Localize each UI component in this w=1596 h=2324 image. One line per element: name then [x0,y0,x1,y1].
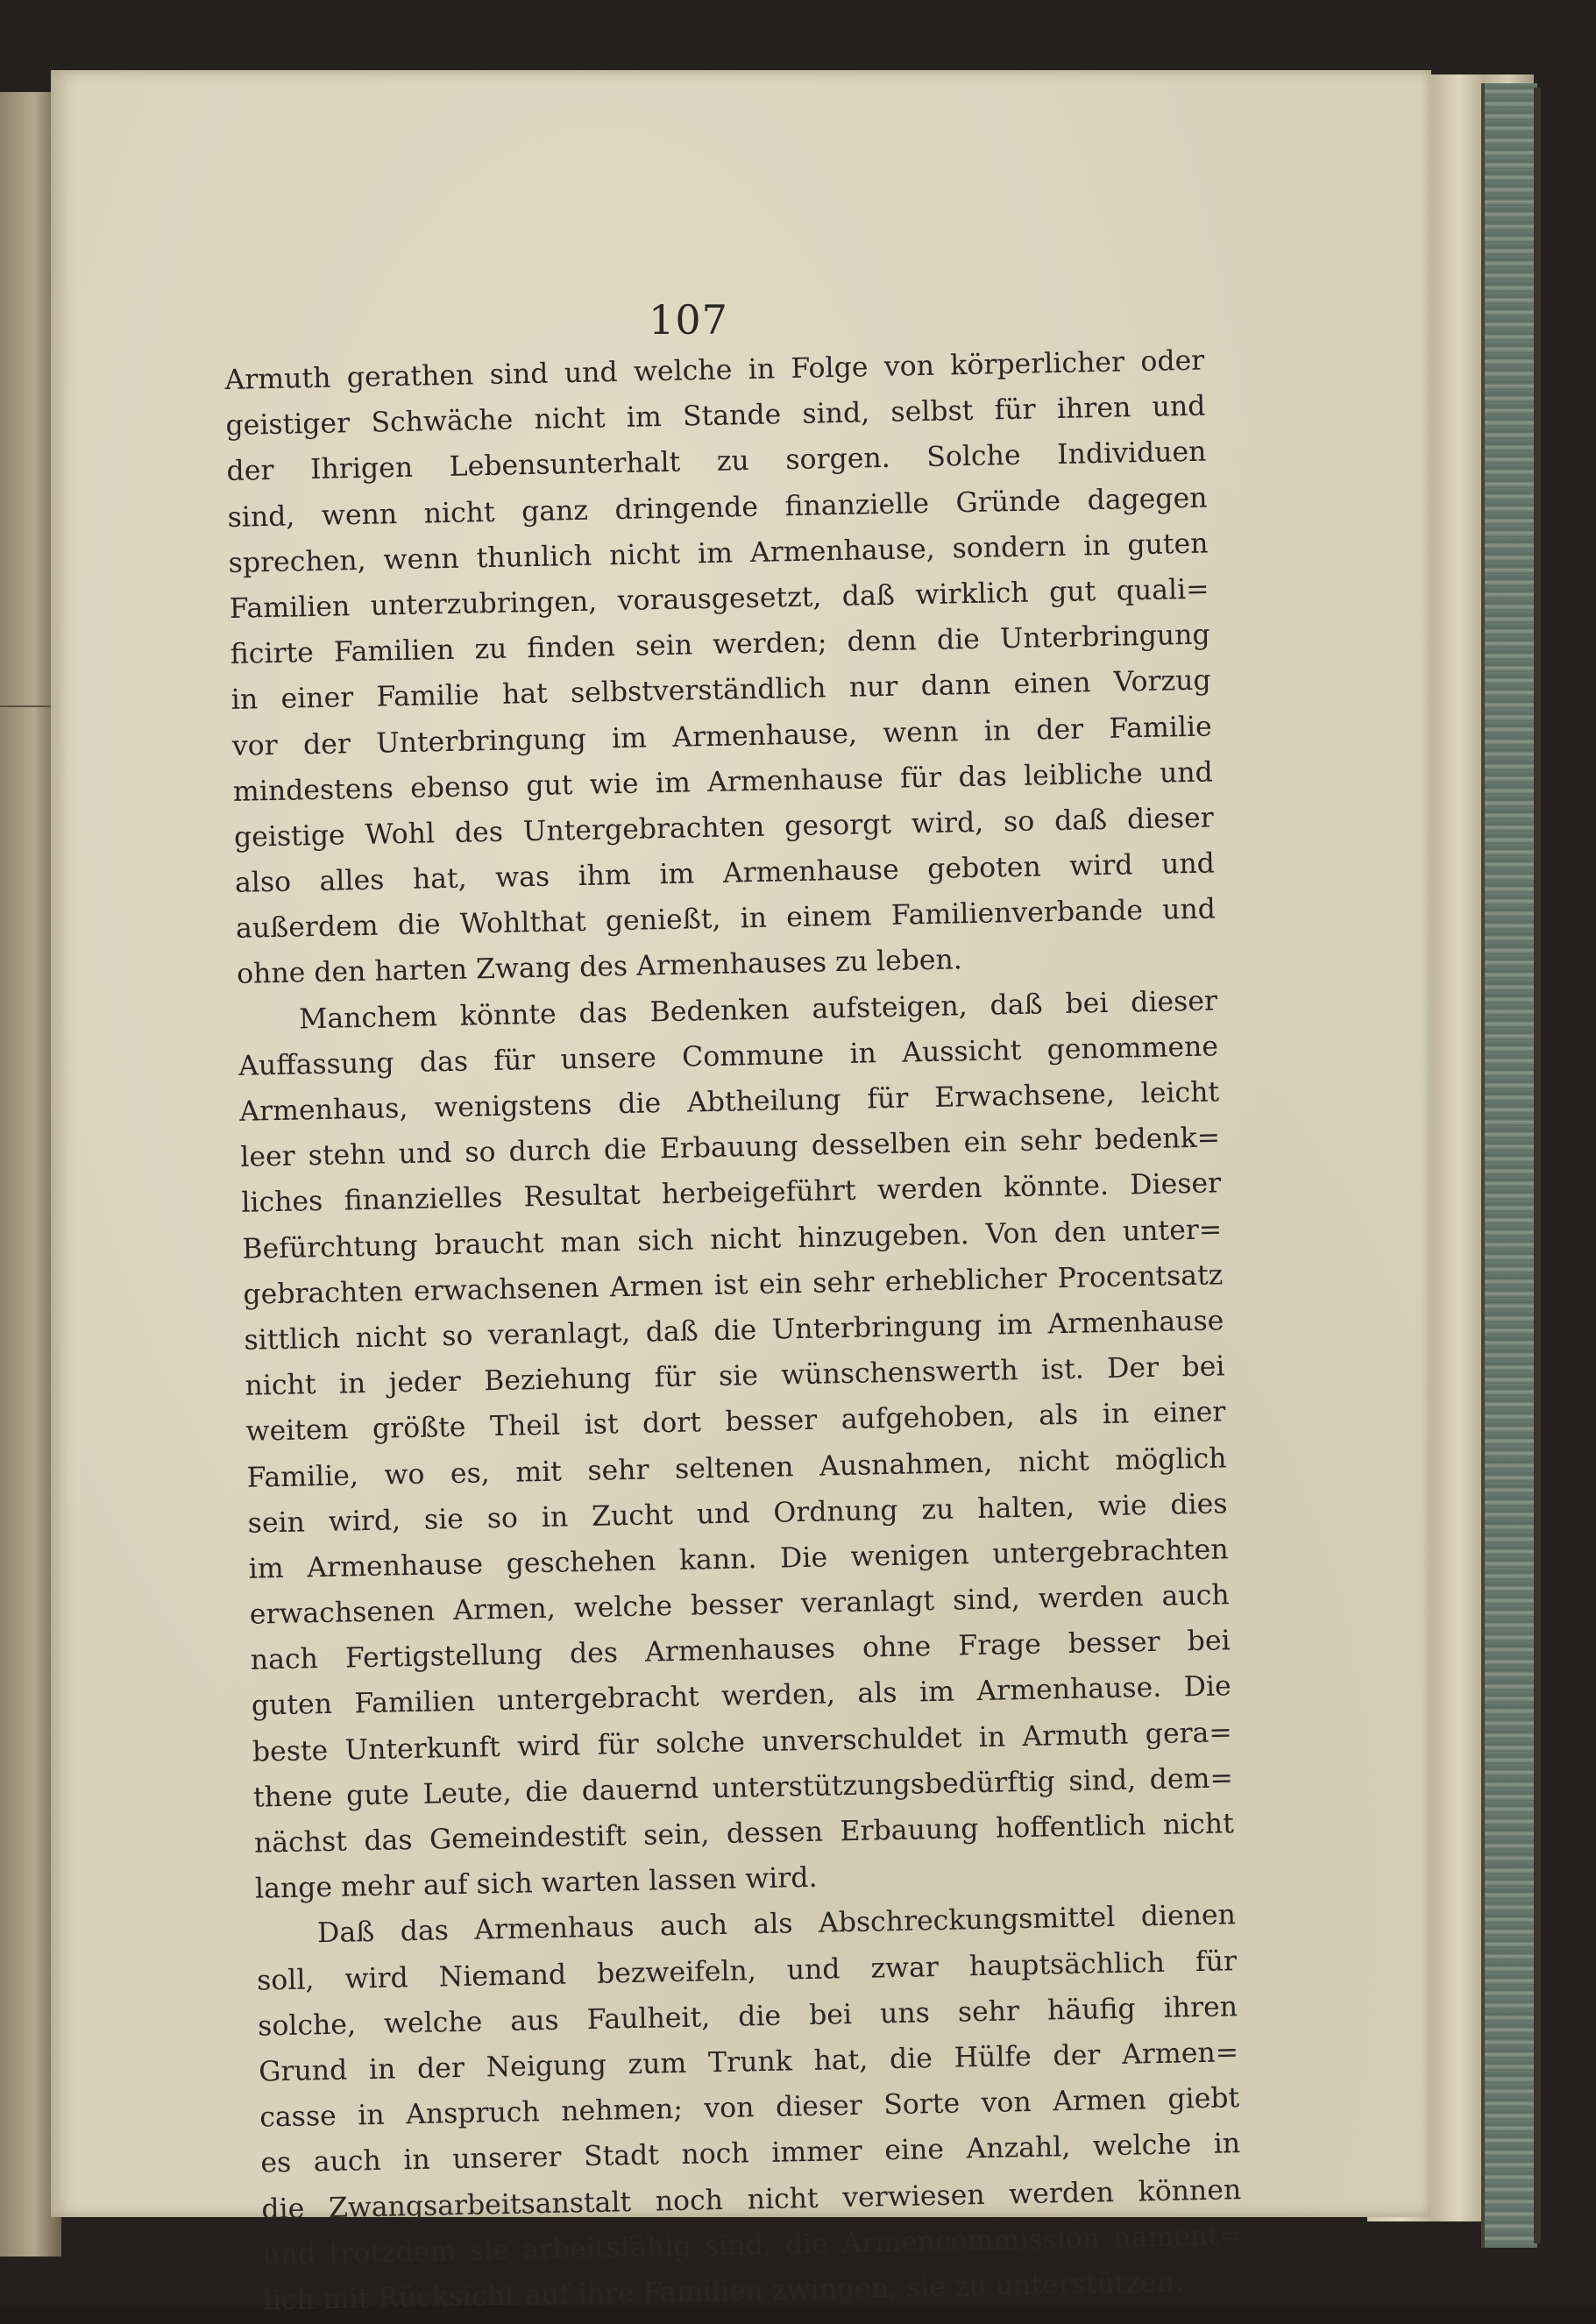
text-line: in einer Familie hat selbstverständlich nur dann einen Vorzug [231,664,1211,717]
text-line: es auch in unserer Stadt noch immer eine Anzahl, welche in [260,2128,1241,2179]
cover-shadow [1534,88,1541,2243]
text-line: thene gute Leute, die dauernd unterstützungsbedürftig sind, dem= [252,1762,1234,1814]
text-line: casse in Anspruch nehmen; von dieser Sorte von Armen giebt [259,2082,1240,2134]
text-line: solche, welche aus Faulheit, die bei uns sehr häufig ihren [257,1990,1238,2043]
text-line: Auffassung das für unsere Commune in Aussicht genommene [238,1031,1219,1082]
book-page [51,70,1431,2317]
text-line: nächst das Gemeindestift sein, dessen Erbauung hoffentlich nicht [253,1808,1235,1860]
text-line: liches finanzielles Resultat herbeigeführt werden könnte. Dieser [241,1167,1222,1220]
text-line: außerdem die Wohlthat genießt, in einem Familienverbande und [235,893,1217,946]
text-line: im Armenhause geschehen kann. Die wenigen untergebrachten [248,1534,1229,1585]
text-line: Familien unterzubringen, vorausgesetzt, daß wirklich gut quali= [229,573,1209,625]
text-line: Manchem könnte das Bedenken aufsteigen, daß bei dieser [298,985,1218,1036]
text-line: ficirte Familien zu finden sein werden; denn die Unterbringung [230,619,1210,671]
text-line: sein wird, sie so in Zucht und Ordnung zu halten, wie dies [247,1487,1228,1540]
text-line: nicht in jeder Beziehung für sie wünschenswerth ist. Der bei [245,1350,1225,1402]
text-line: erwachsenen Armen, welche besser veranlagt sind, werden auch [249,1579,1230,1631]
text-line: Armenhaus, wenigstens die Abtheilung für Erwachsene, leicht [238,1076,1220,1128]
text-line: Armuth gerathen sind und welche in Folge von körperlicher oder [224,344,1205,396]
text-line: sittlich nicht so veranlagt, daß die Unterbringung im Armenhause [244,1305,1224,1357]
text-line: sprechen, wenn thunlich nicht im Armenhause, sondern in guten [228,528,1209,579]
body-text [224,338,1244,2324]
text-line: Daß das Armenhaus auch als Abschreckungsmittel dienen [316,1899,1237,1950]
text-line: gebrachten erwachsenen Armen ist ein sehr erheblicher Procentsatz [243,1259,1224,1311]
text-line: leer stehn und so durch die Erbauung desselben ein sehr bedenk= [239,1122,1221,1173]
text-line: beste Unterkunft wird für solche unverschuldet in Armuth gera= [252,1716,1233,1768]
text-line: der Ihrigen Lebensunterhalt zu sorgen. Solche Individuen [226,436,1207,488]
text-line: also alles hat, was ihm im Armenhause geboten wird und [234,847,1216,899]
text-line: geistiger Schwäche nicht im Stande sind, selbst für ihren und [225,390,1206,443]
text-line: nach Fertigstellung des Armenhauses ohne Frage besser bei [250,1625,1231,1676]
book-cover-edge [1481,83,1537,2248]
text-line: lich mit Rücksicht auf ihre Familien zwingen, sie zu unterstützen. [263,2266,1184,2317]
text-line: mindestens ebenso gut wie im Armenhause für das leibliche und [232,756,1214,808]
text-line: lange mehr auf sich warten lassen wird. [254,1861,818,1905]
text-line: geistige Wohl des Untergebrachten gesorgt wird, so daß dieser [233,802,1215,854]
text-line: Befürchtung braucht man sich nicht hinzugeben. Von den unter= [242,1213,1223,1265]
text-line: weitem größte Theil ist dort besser aufgehoben, als in einer [245,1396,1226,1449]
text-line: und trotzdem sie arbeitsfähig sind, die Armencommission nament= [262,2219,1243,2271]
text-line: Familie, wo es, mit sehr seltenen Ausnahmen, nicht möglich [246,1442,1227,1494]
text-line: guten Familien untergebracht werden, als im Armenhause. Die [251,1670,1232,1723]
text-line: die Zwangsarbeitsanstalt noch nicht verwiesen werden können [261,2173,1242,2226]
text-line: ohne den harten Zwang des Armenhauses zu leben. [236,944,963,991]
text-line: sind, wenn nicht ganz dringende finanzielle Gründe dagegen [227,482,1208,534]
text-line: Grund in der Neigung zum Trunk hat, die Hülfe der Armen= [258,2037,1239,2088]
text-line: soll, wird Niemand bezweifeln, und zwar hauptsächlich für [256,1945,1238,1997]
page-number: 107 [649,296,728,344]
text-line: vor der Unterbringung im Armenhause, wenn in der Familie [231,710,1213,762]
